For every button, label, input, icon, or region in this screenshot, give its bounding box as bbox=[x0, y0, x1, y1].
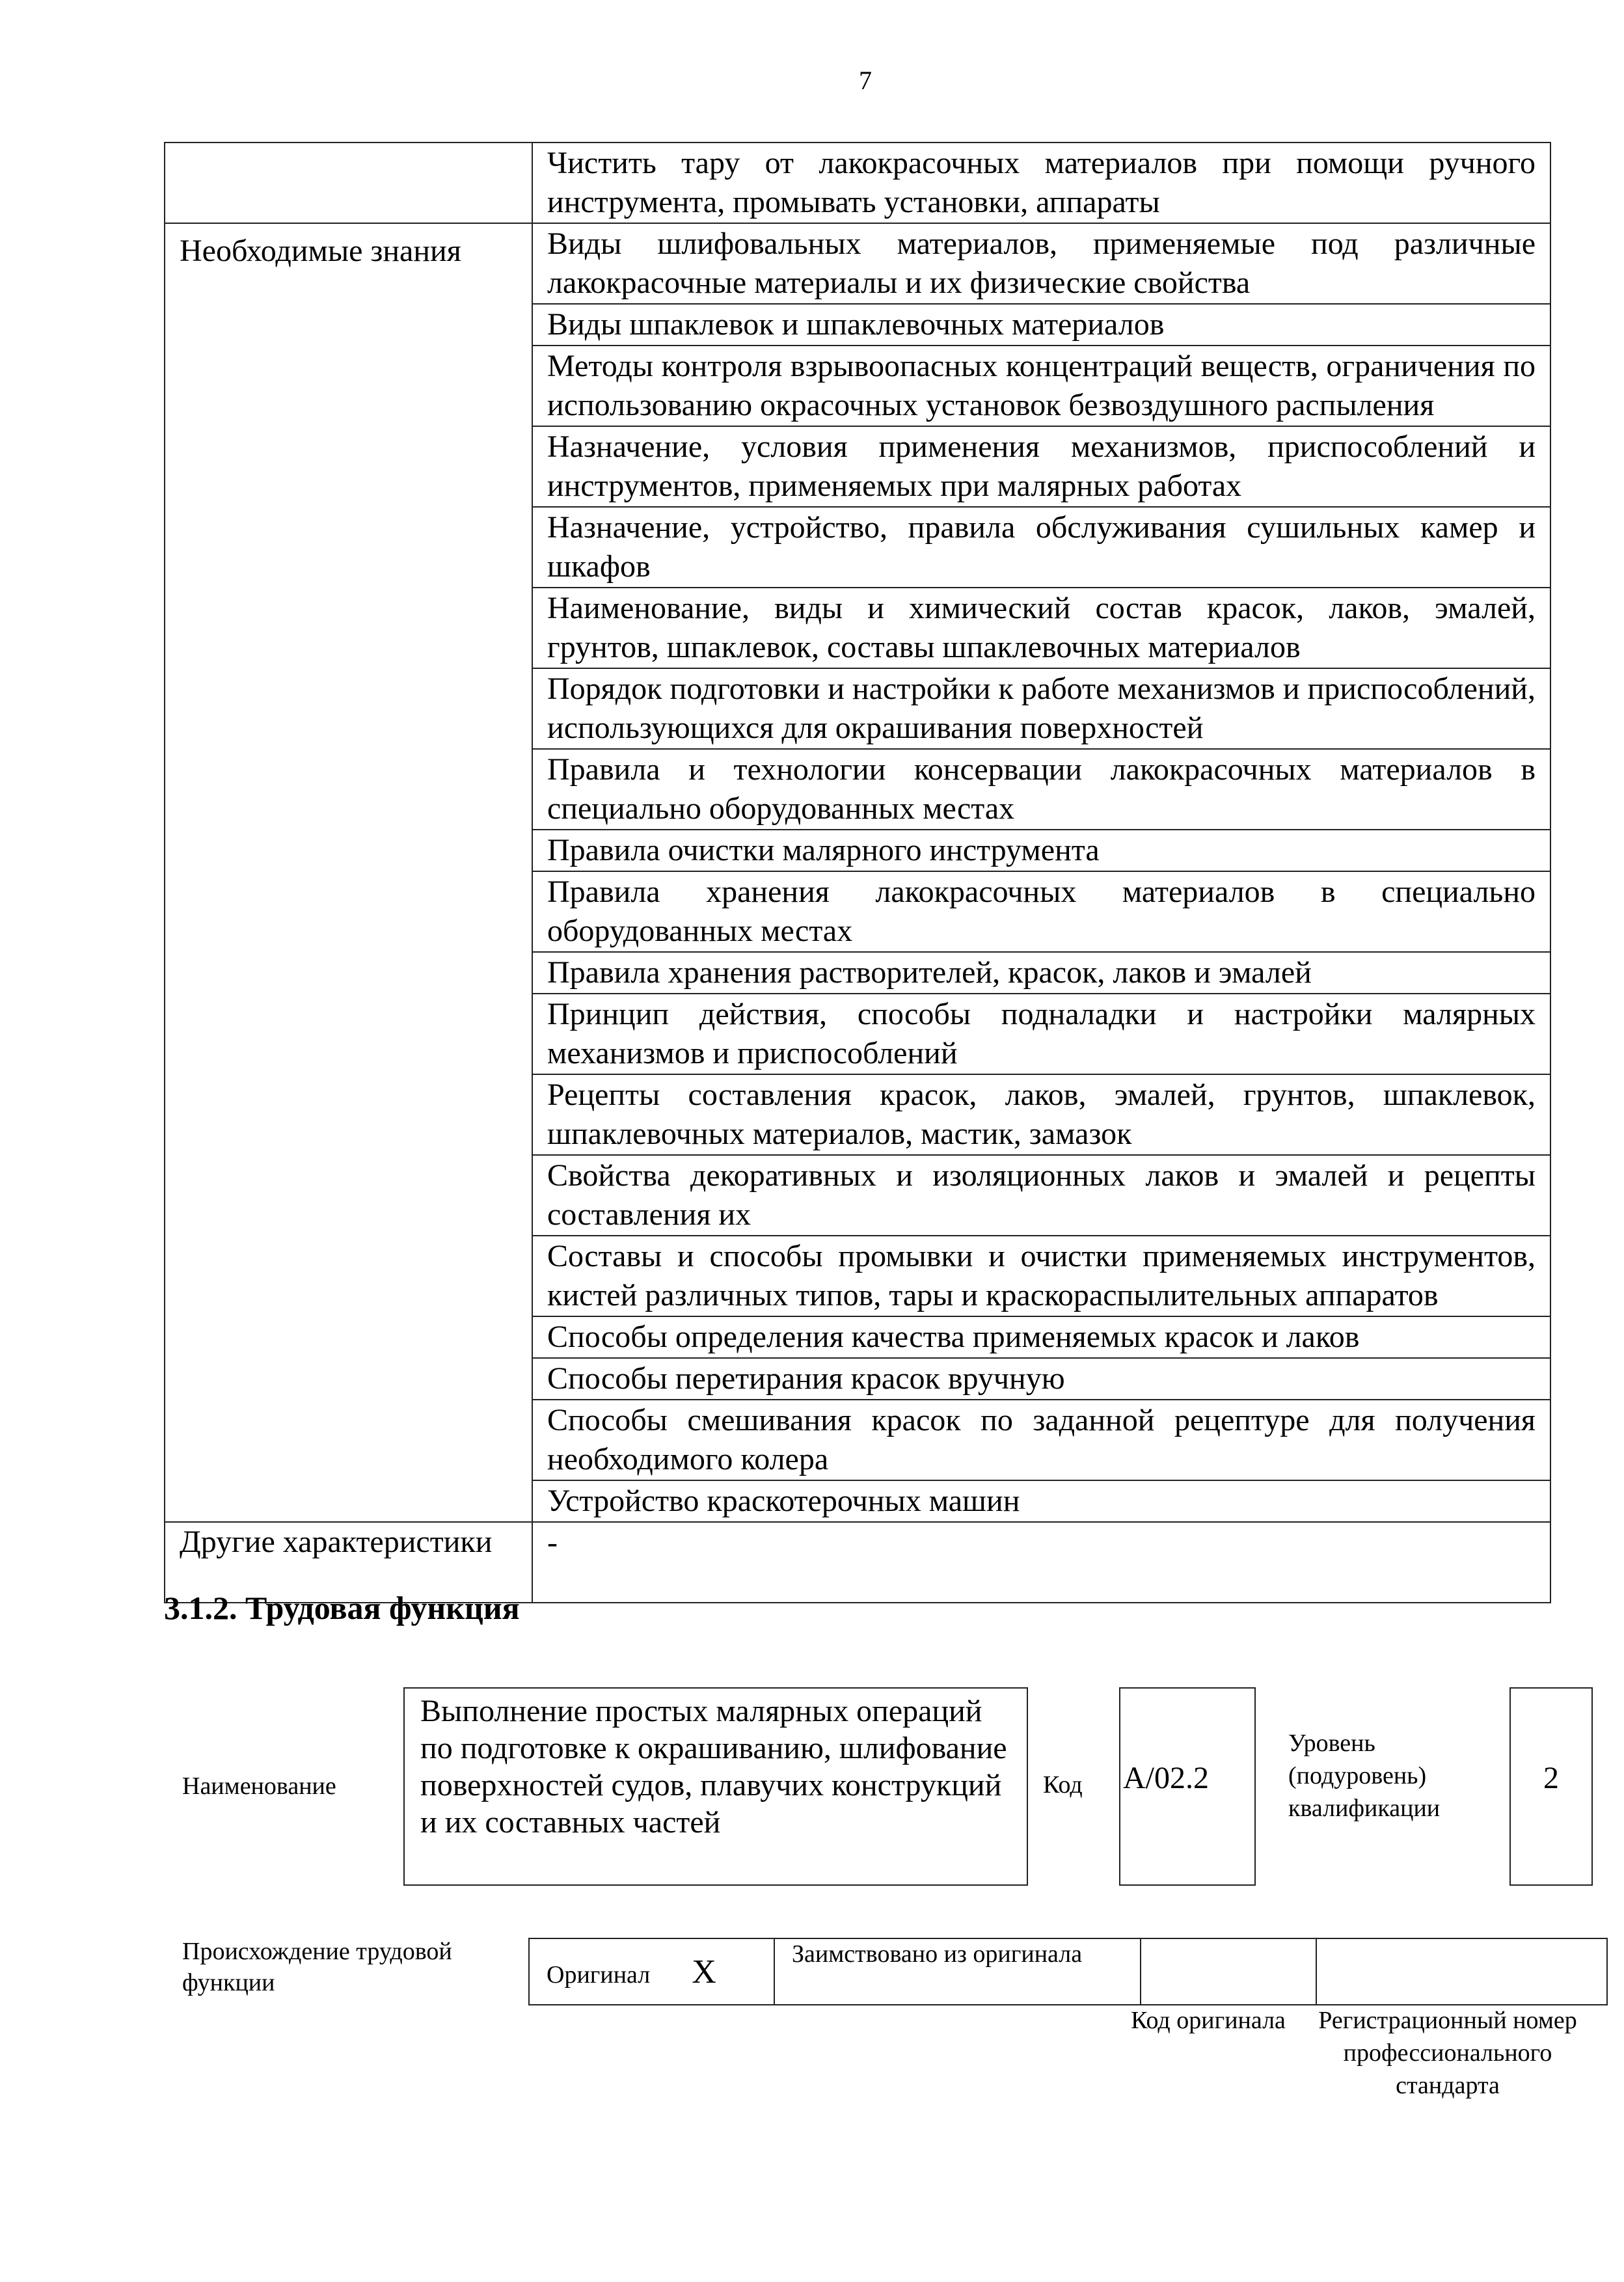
registration-number-cell bbox=[1316, 1938, 1607, 2005]
knowledge-item: Наименование, виды и химический состав красок, лаков, эмалей, грунтов, шпаклевок, составы шпаклевочных материалов bbox=[532, 588, 1550, 668]
knowledge-item: Устройство краскотерочных машин bbox=[532, 1480, 1550, 1522]
knowledge-item: Свойства декоративных и изоляционных лаков и эмалей и рецепты составления их bbox=[532, 1155, 1550, 1236]
knowledge-item: Способы смешивания красок по заданной рецептуре для получения необходимого колера bbox=[532, 1400, 1550, 1480]
original-code-cell bbox=[1141, 1938, 1316, 2005]
knowledge-item: Правила хранения лакокрасочных материалов в специально оборудованных местах bbox=[532, 871, 1550, 952]
origin-table bbox=[528, 1938, 1608, 2005]
page-number: 7 bbox=[859, 66, 872, 95]
knowledge-label: Необходимые знания bbox=[165, 223, 532, 1522]
origin-original-cell bbox=[529, 1938, 774, 2005]
caption-registration: Регистрационный номер профессионального стандарта bbox=[1318, 2007, 1577, 2099]
knowledge-item: Рецепты составления красок, лаков, эмалей, грунтов, шпаклевок, шпаклевочных материалов, мастик, замазок bbox=[532, 1074, 1550, 1155]
continued-row-text: Чистить тару от лакокрасочных материалов при помощи ручного инструмента, промывать установки, аппараты bbox=[532, 143, 1550, 223]
table-row bbox=[165, 223, 1550, 304]
function-code-box: А/02.2 bbox=[1119, 1687, 1256, 1886]
knowledge-table bbox=[164, 142, 1551, 1603]
knowledge-item: Правила хранения растворителей, красок, лаков и эмалей bbox=[532, 952, 1550, 994]
knowledge-item: Виды шпаклевок и шпаклевочных материалов bbox=[532, 304, 1550, 346]
original-mark: Х bbox=[692, 1953, 716, 1990]
knowledge-item: Правила и технологии консервации лакокрасочных материалов в специально оборудованных местах bbox=[532, 749, 1550, 830]
name-label: Наименование bbox=[182, 1773, 336, 1800]
other-value: - bbox=[532, 1522, 1550, 1603]
caption-code: Код оригинала bbox=[1131, 2007, 1286, 2034]
table-row bbox=[165, 143, 1550, 223]
empty-label-cell bbox=[165, 143, 532, 223]
knowledge-item: Назначение, условия применения механизмов, приспособлений и инструментов, применяемых при малярных работах bbox=[532, 426, 1550, 507]
knowledge-item: Правила очистки малярного инструмента bbox=[532, 830, 1550, 871]
knowledge-item: Назначение, устройство, правила обслуживания сушильных камер и шкафов bbox=[532, 507, 1550, 588]
function-name-box: Выполнение простых малярных операций по подготовке к окрашиванию, шлифование поверхностей судов, плавучих конструкций и их составных частей bbox=[403, 1687, 1028, 1886]
knowledge-item: Принцип действия, способы подналадки и настройки малярных механизмов и приспособлений bbox=[532, 994, 1550, 1074]
borrowed-label: Заимствовано из оригинала bbox=[774, 1938, 1141, 2005]
origin-label: Происхождение трудовой функции bbox=[182, 1938, 452, 1996]
knowledge-item: Составы и способы промывки и очистки применяемых инструментов, кистей различных типов, тары и краскораспылительных аппаратов bbox=[532, 1236, 1550, 1316]
level-label: Уровень (подуровень) квалификации bbox=[1288, 1730, 1441, 1822]
original-label: Оригинал bbox=[547, 1961, 651, 1989]
other-label: Другие характеристики bbox=[165, 1522, 532, 1603]
knowledge-item: Методы контроля взрывоопасных концентраций веществ, ограничения по использованию окрасочных установок безвоздушного распыления bbox=[532, 346, 1550, 426]
knowledge-item: Способы перетирания красок вручную bbox=[532, 1358, 1550, 1400]
knowledge-item: Порядок подготовки и настройки к работе механизмов и приспособлений, использующихся для окрашивания поверхностей bbox=[532, 668, 1550, 749]
knowledge-item: Виды шлифовальных материалов, применяемые под различные лакокрасочные материалы и их физические свойства bbox=[532, 223, 1550, 304]
section-heading: 3.1.2. Трудовая функция bbox=[164, 1590, 520, 1626]
level-box: 2 bbox=[1509, 1687, 1593, 1886]
code-label: Код bbox=[1043, 1771, 1083, 1799]
knowledge-item: Способы определения качества применяемых красок и лаков bbox=[532, 1316, 1550, 1358]
